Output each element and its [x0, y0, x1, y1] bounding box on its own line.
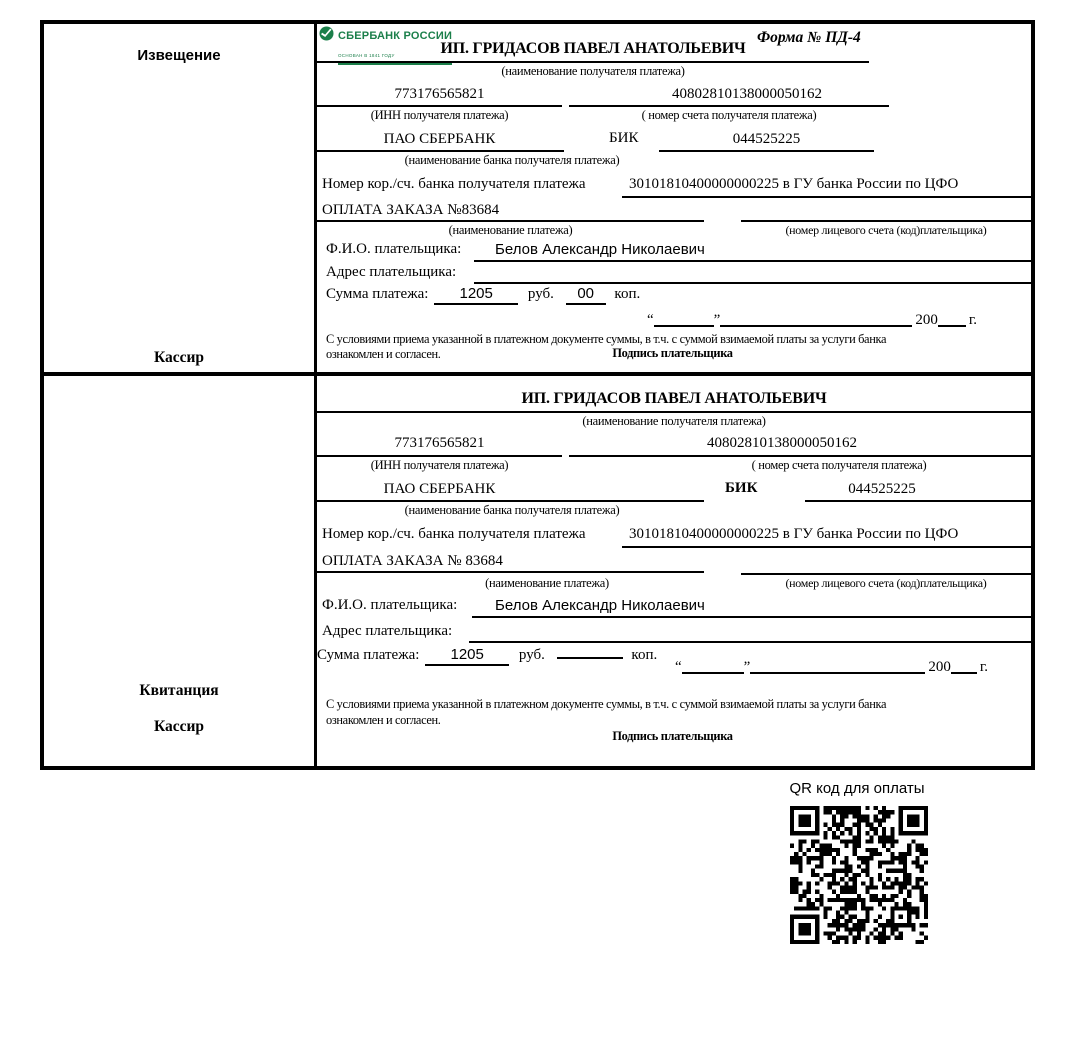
date-row — [647, 312, 977, 329]
rub-label-2: руб. — [518, 647, 545, 663]
signature-label-2: Подпись плательщика — [612, 729, 733, 743]
corr-line — [622, 196, 1031, 198]
agreement-line2-2: ознакомлен и согласен. — [326, 713, 441, 727]
kop-label: коп. — [614, 286, 641, 302]
date-year-suffix: г. — [968, 312, 978, 328]
receipt-stub — [44, 376, 317, 766]
bank-name-2: ПАО СБЕРБАНК — [383, 481, 496, 497]
recipient-name-line — [317, 61, 869, 63]
sum-value-2: 1205 — [425, 647, 509, 666]
account-value-2: 40802810138000050162 — [707, 435, 857, 451]
kop-value-2 — [557, 657, 623, 659]
purpose-line-2 — [317, 571, 704, 573]
bik-value: 044525225 — [732, 131, 801, 147]
recipient-name: ИП. ГРИДАСОВ ПАВЕЛ АНАТОЛЬЕВИЧ — [440, 40, 746, 57]
recipient-name-line-2 — [317, 411, 1031, 413]
purpose-caption: (наименование платежа) — [448, 223, 573, 237]
corr-value: 30101810400000000225 в ГУ банка России по ЦФО — [629, 176, 959, 192]
corr-label: Номер кор./сч. банка получателя платежа — [322, 176, 586, 192]
form-pd4 — [40, 20, 1035, 770]
purpose-line — [317, 220, 704, 222]
account-caption-2: ( номер счета получателя платежа) — [751, 458, 927, 472]
sum-value: 1205 — [434, 286, 518, 305]
corr-value-2: 30101810400000000225 в ГУ банка России по ЦФО — [629, 526, 959, 542]
purpose-caption-2: (наименование платежа) — [485, 576, 609, 590]
bank-name: ПАО СБЕРБАНК — [383, 131, 496, 147]
inn-value-2: 773176565821 — [394, 435, 485, 451]
bik-label: БИК — [609, 130, 639, 146]
bank-name-line-2 — [317, 500, 704, 502]
payment-purpose: ОПЛАТА ЗАКАЗА №83684 — [322, 202, 500, 218]
date-quote-open-2: “ — [675, 659, 682, 675]
receipt-title: Квитанция — [139, 682, 219, 699]
payer-fio-line-2 — [472, 616, 1031, 618]
date-month-blank — [720, 325, 912, 327]
form-number-label: Форма № ПД-4 — [757, 29, 861, 46]
sum-row-2 — [317, 647, 657, 666]
date-quote-close: ” — [713, 312, 721, 328]
signature-label: Подпись плательщика — [612, 346, 733, 360]
bank-name-line — [317, 150, 564, 152]
bik-label-2: БИК — [725, 480, 758, 496]
date-year-blank — [938, 325, 966, 327]
inn-caption-2: (ИНН получателя платежа) — [370, 458, 509, 472]
personal-account-caption: (номер лицевого счета (код)плательщика) — [785, 223, 987, 237]
payer-address-label-2: Адрес плательщика: — [322, 623, 453, 639]
payer-address-line-2 — [469, 641, 1031, 643]
sberbank-logo-text: СБЕРБАНК РОССИИ — [338, 30, 453, 42]
agreement-line1: С условиями приема указанной в платежном документе суммы, в т.ч. с суммой взимаемой платы за услуги банка — [326, 332, 887, 346]
payer-address-line — [474, 282, 1031, 284]
qr-code — [790, 806, 928, 944]
sberbank-logo-tagline: ОСНОВАН В 1841 ГОДУ — [338, 53, 395, 58]
sum-row — [326, 286, 640, 305]
kop-label-2: коп. — [631, 647, 658, 663]
recipient-caption: (наименование получателя платежа) — [501, 64, 685, 78]
recipient-caption-2: (наименование получателя платежа) — [582, 414, 766, 428]
personal-account-line — [741, 220, 1031, 222]
receipt-content — [317, 376, 1031, 766]
payer-fio-label: Ф.И.О. плательщика: — [326, 241, 462, 257]
inn-value: 773176565821 — [394, 86, 485, 102]
date-year-blank-2 — [951, 672, 977, 674]
date-year-suffix-2: г. — [979, 659, 989, 675]
payer-fio-value: Белов Александр Николаевич — [495, 241, 705, 258]
bik-value-2: 044525225 — [848, 481, 916, 497]
payer-address-label: Адрес плательщика: — [326, 264, 457, 280]
inn-caption: (ИНН получателя платежа) — [370, 108, 509, 122]
payer-fio-label-2: Ф.И.О. плательщика: — [322, 597, 458, 613]
account-caption: ( номер счета получателя платежа) — [641, 108, 817, 122]
notice-title: Извещение — [137, 47, 221, 64]
date-year-prefix-2: 200 — [928, 659, 951, 675]
account-line — [569, 105, 889, 107]
payer-fio-value-2: Белов Александр Николаевич — [495, 597, 705, 614]
agreement-line1-2: С условиями приема указанной в платежном документе суммы, в т.ч. с суммой взимаемой платы за услуги банка — [326, 697, 887, 711]
date-year-prefix: 200 — [915, 312, 938, 328]
agreement-line2: ознакомлен и согласен. — [326, 347, 441, 361]
payer-fio-line — [474, 260, 1031, 262]
date-day-blank — [654, 325, 714, 327]
date-month-blank-2 — [750, 672, 925, 674]
sum-label-2: Сумма платежа: — [317, 647, 420, 663]
kop-value: 00 — [566, 286, 606, 305]
rub-label: руб. — [527, 286, 554, 302]
notice-stub — [44, 24, 317, 372]
cashier-label-2: Кассир — [153, 718, 205, 735]
bank-caption: (наименование банка получателя платежа) — [404, 153, 620, 167]
personal-account-line-2 — [741, 573, 1031, 575]
bank-caption-2: (наименование банка получателя платежа) — [404, 503, 620, 517]
payment-purpose-2: ОПЛАТА ЗАКАЗА № 83684 — [322, 553, 503, 569]
date-day-blank-2 — [682, 672, 744, 674]
date-row-2 — [675, 659, 988, 676]
sum-label: Сумма платежа: — [326, 286, 429, 302]
inn-line — [317, 105, 562, 107]
bik-line — [659, 150, 874, 152]
corr-line-2 — [622, 546, 1031, 548]
recipient-name-2: ИП. ГРИДАСОВ ПАВЕЛ АНАТОЛЬЕВИЧ — [521, 390, 827, 407]
notice-content — [317, 24, 1031, 372]
account-line-2 — [569, 455, 1031, 457]
date-quote-close-2: ” — [743, 659, 751, 675]
corr-label-2: Номер кор./сч. банка получателя платежа — [322, 526, 586, 542]
date-quote-open: “ — [647, 312, 654, 328]
inn-line-2 — [317, 455, 562, 457]
account-value: 40802810138000050162 — [672, 86, 822, 102]
personal-account-caption-2: (номер лицевого счета (код)плательщика) — [785, 576, 987, 590]
qr-label: QR код для оплаты — [789, 780, 925, 797]
cashier-label: Кассир — [153, 348, 205, 366]
bik-line-2 — [805, 500, 1031, 502]
